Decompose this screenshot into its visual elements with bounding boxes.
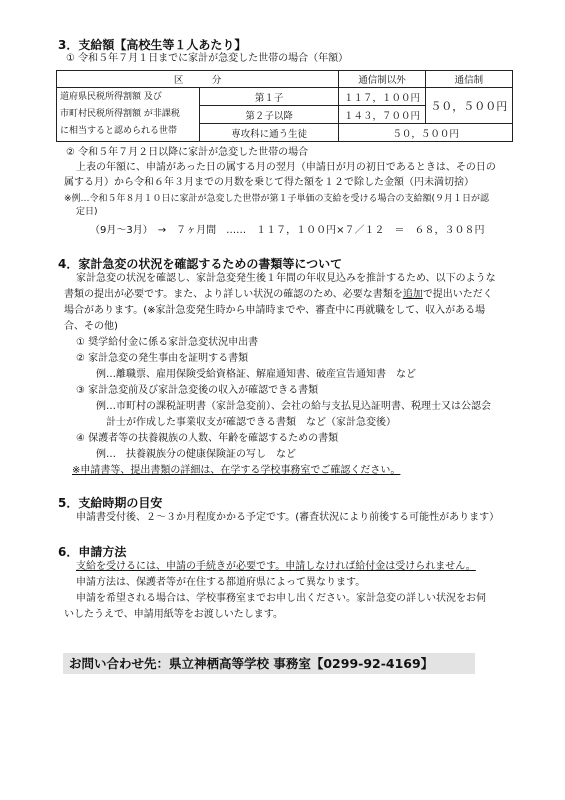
section-4-para-4: 合、その他) [64,321,118,332]
section-5-heading: 5．支給時期の目安 [58,496,163,510]
table-cell-first-child-amount: １１７，１００円 [339,88,425,106]
section-6-para-4: いしたうえで、申請用紙等をお渡しいたします。 [64,609,283,620]
table-header-other: 通信制以外 [339,71,425,88]
doc-item-1: ① 奨学給付金に係る家計急変状況申出書 [76,337,259,348]
table-header-tsushin: 通信制 [425,71,512,88]
section-3-heading: 3．支給額【高校生等１人あたり】 [58,38,247,52]
section-3-sub1: ① 令和５年７月１日までに家計が急変した世帯の場合（年額） [66,53,349,64]
section-6-para-3: 申請を希望される場合は、学校事務室までお申し出ください。家計急変の詳しい状況をお伺 [76,593,486,604]
table-header-kubun: 区 分 [57,71,339,88]
table-row-label [57,88,200,142]
section-3-para-1: 上表の年額に、申請があった日の属する月の翌月（申請日が月の初日であるときは、その日の [76,162,496,173]
section-4-para-2 [64,288,493,302]
row-label-line-1: 道府県民税所得割額 及び [60,92,162,102]
amount-table [56,70,513,142]
doc-item-3-example-1: 例…市町村の課税証明書（家計急変前）、会社の給与支払見込証明書、税理士又は公認会 [96,401,491,412]
row-label-line-3: に相当すると認められる世帯 [60,126,178,136]
section-3-calculation: （9月～3月） → ７ヶ月間 …… １１７，１００円×７／１２ ＝ ６８，３０８円 [90,225,485,236]
section-4-para-2a: 書類の提出が必要です。また、より詳しい状況の確認のため、必要な書類を [64,289,403,300]
section-6-para-1: 支給を受けるには、申請の手続きが必要です。申請しなければ給付金は受けられません。 [76,561,476,572]
row-label-line-2: 市町村民税所得割額 が非課税 [60,109,180,119]
section-3-para-2: 属する月）から令和６年３月までの月数を乗じて得た額を１２で除した金額（円未満切捨） [64,177,474,188]
doc-item-2: ② 家計急変の発生事由を証明する書類 [76,353,249,364]
doc-item-4: ④ 保護者等の扶養親族の人数、年齢を確認するための書類 [76,433,339,444]
section-5-para: 申請書受付後、２～３か月程度かかる予定です。(審査状況により前後する可能性があります） [76,512,500,523]
section-4-para-1: 家計急変の状況を確認し、家計急変発生後１年間の年収見込みを推計するため、以下のような [76,273,496,284]
doc-item-3: ③ 家計急変前及び家計急変後の収入が確認できる書類 [76,385,319,396]
table-cell-second-child-amount: １４３，７００円 [339,106,425,124]
table-cell-tsushin-amount: ５０，５００円 [425,88,512,124]
table-cell-first-child: 第１子 [200,88,339,106]
section-4-note: ※申請書等、提出書類の詳細は、在学する学校事務室でご確認ください。 [72,465,401,476]
doc-item-3-example-2: 計士が作成した事業収支が確認できる書類 など（家計急変後） [106,417,396,428]
table-cell-senkouka: 専攻科に通う生徒 [200,124,339,142]
section-4-para-3: 場合があります。(※家計急変発生時から申請時までや、審査中に再就職をして、収入がある場 [64,305,486,316]
table-cell-second-child: 第２子以降 [200,106,339,124]
table-cell-senkouka-amount: ５０，５００円 [339,124,513,142]
section-6-heading: 6．申請方法 [58,545,127,559]
doc-item-2-example: 例…離職票、雇用保険受給資格証、解雇通知書、破産宣告通知書 など [96,369,416,380]
section-4-heading: 4．家計急変の状況を確認するための書類等について [58,257,343,271]
section-3-sub2: ② 令和５年７月２日以降に家計が急変した世帯の場合 [66,147,309,158]
section-3-example-2: 定日) [76,207,98,217]
section-4-para-2c: で提出いただく [422,289,493,300]
section-4-para-2b: 追加 [402,289,423,300]
section-6-para-2: 申請方法は、保護者等が在住する都道府県によって異なります。 [76,577,366,588]
doc-item-4-example: 例… 扶養親族分の健康保険証の写し など [96,449,296,460]
section-3-example-1: ※例…令和５年８月１０日に家計が急変した世帯が第１子単価の支給を受ける場合の支給額(９月１日が認 [64,194,490,204]
contact-banner: お問い合わせ先：県立神栖高等学校 事務室【0299-92-4169】 [63,653,475,674]
